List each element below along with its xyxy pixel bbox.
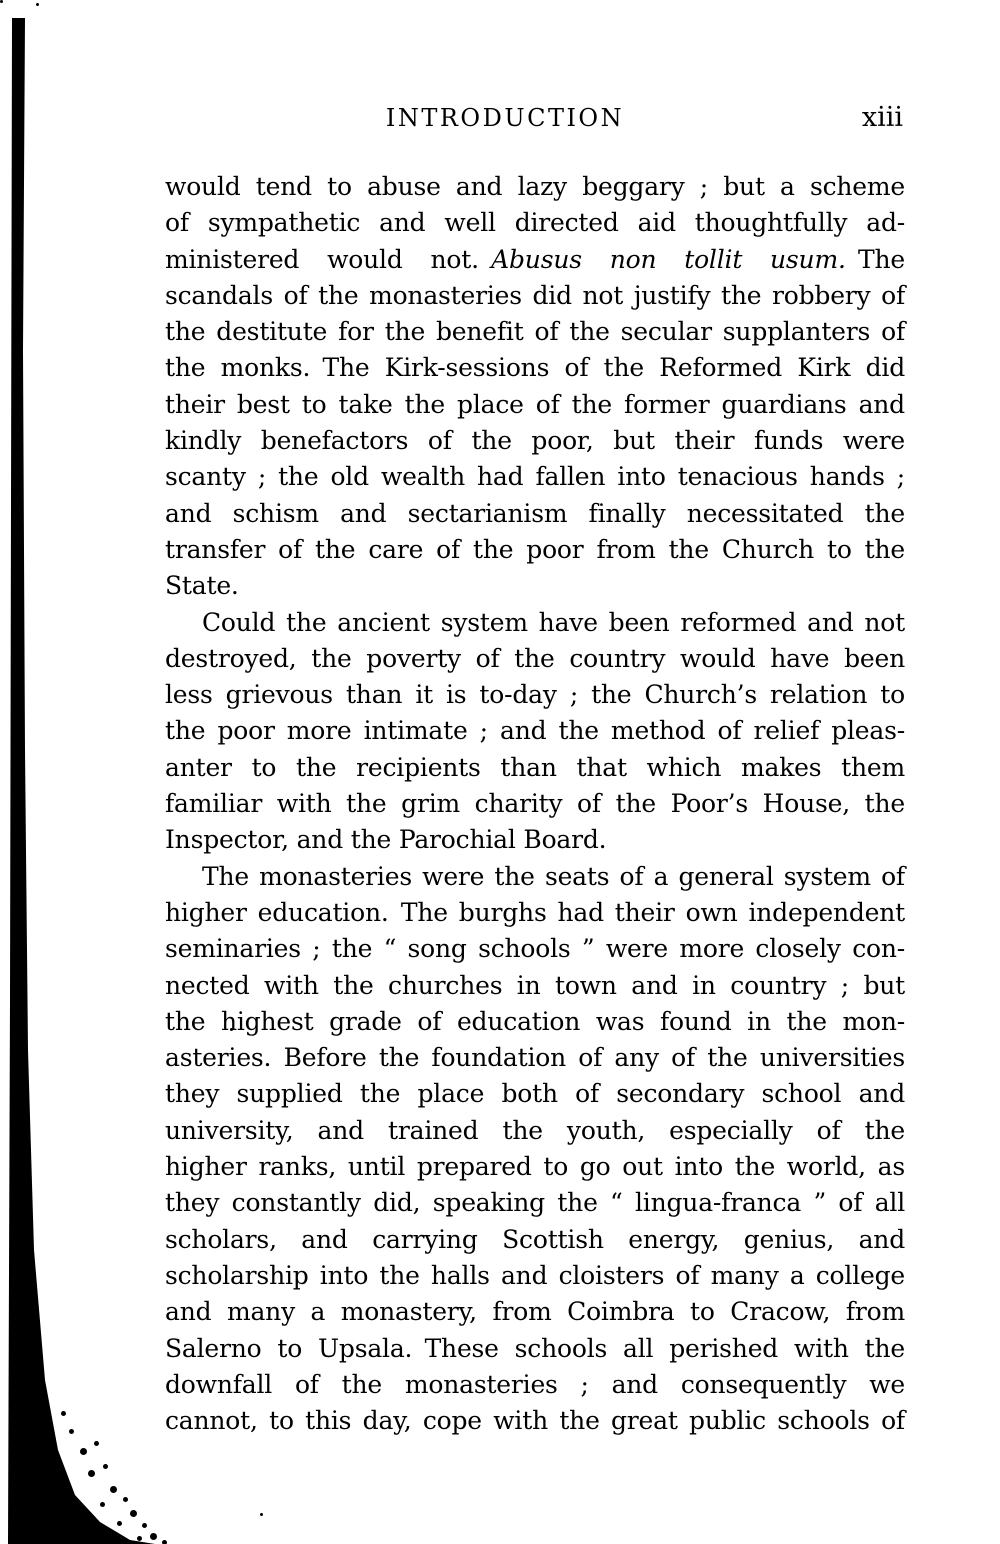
text-line xyxy=(165,786,905,822)
text-segment: and many a monastery, from Coimbra to Cracow, from xyxy=(165,1297,905,1327)
text-line xyxy=(165,931,905,967)
text-line xyxy=(165,1258,905,1294)
text-line xyxy=(165,169,905,205)
text-segment: the monks. The Kirk-sessions of the Reformed Kirk did xyxy=(165,353,905,383)
running-header xyxy=(165,104,905,138)
text-line xyxy=(165,641,905,677)
running-title: INTRODUCTION xyxy=(385,104,625,132)
text-segment: higher education. The burghs had their own independent xyxy=(165,897,905,927)
text-segment: The xyxy=(845,244,905,274)
text-segment: university, and trained the youth, especially of the xyxy=(165,1115,905,1145)
text-segment: scholars, and carrying Scottish energy, genius, and xyxy=(165,1224,905,1254)
text-line xyxy=(165,387,905,423)
paragraph xyxy=(165,605,905,859)
text-line xyxy=(165,1185,905,1221)
text-segment: ministered would not. xyxy=(165,244,492,274)
text-line xyxy=(165,1004,905,1040)
text-segment: the destitute for the benefit of the secular supplanters of xyxy=(165,317,905,347)
text-line xyxy=(165,205,905,241)
text-segment: Inspector, and the Parochial Board. xyxy=(165,825,607,855)
text-line xyxy=(165,968,905,1004)
text-segment: would tend to abuse and lazy beggary ; but a scheme xyxy=(165,172,905,201)
text-line xyxy=(165,1294,905,1330)
text-line xyxy=(165,314,905,350)
text-segment: the poor more intimate ; and the method of relief pleas- xyxy=(165,716,905,746)
text-line xyxy=(165,278,905,314)
text-line xyxy=(165,859,905,895)
text-segment: destroyed, the poverty of the country would have been xyxy=(165,643,905,673)
text-segment: scandals of the monasteries did not justify the robbery of xyxy=(165,280,905,310)
paragraph xyxy=(165,859,905,1440)
text-line xyxy=(165,496,905,532)
text-line xyxy=(165,822,905,858)
page-body xyxy=(165,169,905,1439)
text-line xyxy=(165,1331,905,1367)
text-segment: of sympathetic and well directed aid thoughtfully ad- xyxy=(165,208,905,238)
text-segment: The monasteries were the seats of a general system of xyxy=(202,861,905,891)
text-line xyxy=(165,532,905,568)
text-line xyxy=(165,895,905,931)
text-segment: scholarship into the halls and cloisters of many a college xyxy=(165,1260,905,1290)
text-segment: anter to the recipients than that which makes them xyxy=(165,752,905,782)
text-line xyxy=(165,459,905,495)
text-line xyxy=(165,1367,905,1403)
text-segment: they constantly did, speaking the “ lingua-franca ” of all xyxy=(165,1188,905,1218)
text-segment: less grievous than it is to-day ; the Church’s relation to xyxy=(165,680,905,710)
text-line xyxy=(165,1222,905,1258)
text-segment: seminaries ; the “ song schools ” were more closely con- xyxy=(165,934,905,964)
scan-speck-artifacts xyxy=(0,0,3,3)
page-number: xiii xyxy=(861,102,903,133)
text-line xyxy=(165,1113,905,1149)
text-segment: State. xyxy=(165,571,239,601)
text-segment: asteries. Before the foundation of any of the universities xyxy=(165,1043,905,1073)
text-line xyxy=(165,568,905,604)
text-segment: Salerno to Upsala. These schools all perished with the xyxy=(165,1333,905,1363)
text-segment: cannot, to this day, cope with the great public schools of xyxy=(165,1406,905,1436)
text-line xyxy=(165,350,905,386)
text-segment: they supplied the place both of secondary school and xyxy=(165,1079,905,1109)
text-segment: the highest grade of education was found in the mon- xyxy=(165,1006,905,1036)
text-segment: transfer of the care of the poor from the Church to the xyxy=(165,534,905,564)
text-segment: nected with the churches in town and in country ; but xyxy=(165,970,905,1000)
binding-shadow-artifact xyxy=(0,0,170,1544)
text-line xyxy=(165,713,905,749)
text-line xyxy=(165,1149,905,1185)
text-line xyxy=(165,750,905,786)
text-line xyxy=(165,423,905,459)
text-line xyxy=(165,242,905,278)
text-segment: Could the ancient system have been reformed and not xyxy=(202,607,905,637)
text-segment: downfall of the monasteries ; and consequently we xyxy=(165,1369,905,1399)
paragraph xyxy=(165,169,905,605)
text-segment: and schism and sectarianism finally necessitated the xyxy=(165,498,905,528)
text-segment: their best to take the place of the former guardians and xyxy=(165,389,905,419)
text-segment: kindly benefactors of the poor, but their funds were xyxy=(165,426,905,456)
text-line xyxy=(165,1403,905,1439)
latin-phrase: Abusus non tollit usum. xyxy=(491,244,846,274)
text-line xyxy=(165,677,905,713)
text-line xyxy=(165,1076,905,1112)
text-segment: higher ranks, until prepared to go out into the world, as xyxy=(165,1152,905,1182)
text-line xyxy=(165,605,905,641)
text-segment: scanty ; the old wealth had fallen into tenacious hands ; xyxy=(165,462,905,492)
text-segment: familiar with the grim charity of the Poor’s House, the xyxy=(165,789,905,819)
text-line xyxy=(165,1040,905,1076)
